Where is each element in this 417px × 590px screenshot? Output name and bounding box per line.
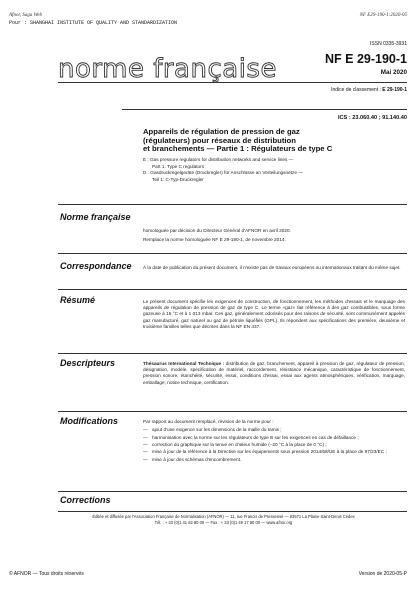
descripteurs-label: Thésaurus International Technique : [143,361,225,366]
ics-rule [122,109,407,110]
norme-homologation: homologuée par décision du Directeur Général d'AFNOR en avril 2020. [143,228,291,233]
correspondance-text: À la date de publication du présent document, il n'existe pas de travaux européens ou internationaux traitant du même sujet. [143,265,401,270]
section-rule-resume [58,289,407,290]
heading-descripteurs: Descripteurs [60,358,116,368]
title-fr-line2: (régulateurs) pour réseaux de distribution [143,135,296,145]
title-translations [143,157,405,183]
title-fr-line3: et branchements — Partie 1 : Régulateurs de type C [143,144,333,154]
issn: ISSN 0335-3931 [370,41,407,47]
title-fr-line1: Appareils de régulation de pression de gaz [143,127,300,136]
header-source: Afnor, Saga Web [9,13,43,18]
list-item: — mise à jour des schémas d'encombrement. [143,457,405,463]
section-rule-corrections [58,491,407,492]
header-licensee: Pour : SHANGHAI INSTITUTE OF QUALITY AND STANDARDIZATION [9,20,178,26]
title-de-line2: Teil 1: C-Typ-Druckregler [152,176,204,182]
publisher-contact: Tél. : + 33 (0)1 41 62 80 00 — Fax : + 33 (0)1 49 17 90 00 — www.afnor.org [154,519,293,525]
section-rule-norme [58,204,407,205]
heading-norme-francaise: Norme française [60,212,131,222]
list-item: — correction du graphique sur la tenue en chaleur humide (–20 °C à la place de 0 °C) ; [143,442,405,448]
classement-index [331,87,407,93]
standard-number: NF E 29-190-1 [325,52,407,66]
document-title [143,128,405,154]
version: Version de 2020-05-P [358,571,407,577]
brand-rule [58,82,407,83]
classement-value: E 29-190-1 [382,87,407,93]
publisher-info [40,514,407,526]
ics-codes: ICS : 23.060.40 ; 91.140.40 [337,115,407,121]
classement-label: Indice de classement : [331,87,381,93]
publication-date: Mai 2020 [380,69,407,76]
copyright: © AFNOR — Tous droits réservés [9,571,84,577]
brand-logo [58,54,277,84]
descripteurs-text [143,361,405,386]
brand-wordmark: norme française [58,54,277,84]
norme-replaces: Remplace la norme homologuée NF E 29-190-1, de novembre 2014. [143,237,286,243]
modifications-block [143,419,405,464]
publisher-address: Éditée et diffusée par l'Association Française de Normalisation (AFNOR) — 11, rue Francis de Pressensé — 93571 La Plaine Saint-Denis Cedex [92,514,355,519]
list-item: — harmonisation avec la norme sur les régulateurs de type B sur les exigences en cas de défaillance ; [143,435,405,441]
title-de-line1: D : Gasdruckregelgeräte (Druckregler) für Anschlüsse an Verteilungsnetze — [143,170,303,176]
list-item: — mise à jour de la référence à la Directive sur les équipements sous pression 2014/68/UE à la place de 97/23/EC ; [143,449,405,455]
section-rule-correspondance [58,253,407,254]
heading-modifications: Modifications [60,416,118,426]
header-reference: NF E29-190-1:2020-05 [359,13,407,18]
modifications-intro: Par rapport au document remplacé, révision de la norme pour : [143,419,274,424]
title-en-line1: E : Gas pressure regulators for distribution networks and service lines — [143,157,294,162]
footer-rule [58,511,407,512]
norme-text [143,228,405,243]
section-rule-modifications [58,411,407,412]
title-en-line2: Part 1: Type C regulators [152,163,205,169]
list-item: — ajout d'une exigence sur les dimensions de la maille du tamis ; [143,427,405,433]
descripteurs-keywords: distribution de gaz, branchement, appareil à pression de gaz, régulateur de pression, désignation, modèle, spécification de matériel, raccordement, résistance mécanique, caractéristique de fonctionnement, pression sonore, étanchéité, sécurité, essai, conditions d'essai, essai aux agents atmosphériques, vérification, marquage, emballage, notice technique, certification. [143,361,405,385]
section-rule-descripteurs [58,353,407,354]
heading-correspondance: Correspondance [60,261,132,271]
resume-text: Le présent document spécifie les exigences de construction, de fonctionnement, les méthodes d'essais et le marquage des appareils de régulation de pression de gaz de type C. Le terme «gaz» fait référence à des gaz combustibles, sous forme gazeuse à 15 °C et à 1 013 mbar. Ces gaz, généralement odorisés pour des raisons de sécurité, sont communément appelés gaz manufacturé, gaz naturel ou gaz de pétrole liquéfiés (GPL). Ils répondent aux spécifications des première, deuxième et troisième familles telles que décrites dans la NF EN 437. [143,299,405,329]
heading-corrections: Corrections [60,495,111,505]
modifications-list [143,427,405,463]
heading-resume: Résumé [60,295,96,305]
